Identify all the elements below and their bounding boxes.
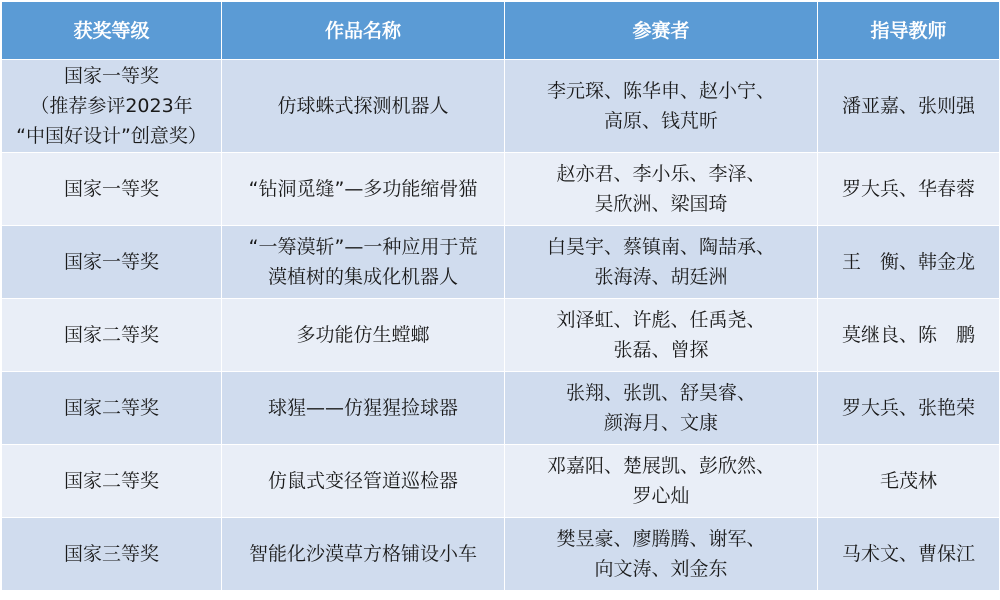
participants-line: 白昊宇、蔡镇南、陶喆承、 [546,236,775,258]
header-advisors: 指导教师 [818,2,1000,60]
header-participants: 参赛者 [505,2,818,60]
participants-cell [505,445,818,518]
header-award-level: 获奖等级 [2,2,222,60]
award-level: 国家一等奖 [63,65,159,87]
participants-cell [505,153,818,226]
award-level: 国家一等奖 [2,226,222,299]
award-level-note: “中国好设计”创意奖） [16,125,207,147]
work-name-line: 漠植树的集成化机器人 [267,266,458,288]
participants-line: 高原、钱芃昕 [603,110,718,132]
participants-line: 张翔、张凯、舒昊睿、 [565,382,756,404]
participants-cell [505,60,818,153]
participants-line: 张磊、曾探 [613,339,709,361]
work-name: 智能化沙漠草方格铺设小车 [222,518,505,591]
header-row [2,2,1000,60]
work-name: “钻洞觅缝”—多功能缩骨猫 [222,153,505,226]
table-row [2,299,1000,372]
advisors: 潘亚嘉、张则强 [818,60,1000,153]
participants-line: 吴欣洲、梁国琦 [594,193,728,215]
work-name-cell [222,226,505,299]
advisors: 毛茂林 [818,445,1000,518]
participants-line: 邓嘉阳、楚展凯、彭欣然、 [546,455,775,477]
participants-line: 刘泽虹、许彪、任禹尧、 [556,309,766,331]
table-row [2,518,1000,591]
participants-line: 樊昱豪、廖腾腾、谢军、 [556,528,766,550]
table-row [2,153,1000,226]
participants-cell [505,226,818,299]
table-row [2,226,1000,299]
award-level: 国家二等奖 [2,445,222,518]
work-name: 仿鼠式变径管道巡检器 [222,445,505,518]
participants-line: 罗心灿 [632,485,690,507]
awards-table [1,1,1000,591]
participants-cell [505,518,818,591]
participants-line: 颜海月、文康 [603,412,718,434]
work-name: 球猩——仿猩猩捡球器 [222,372,505,445]
advisors: 莫继良、陈 鹏 [818,299,1000,372]
participants-line: 赵亦君、李小乐、李泽、 [556,163,766,185]
table-row [2,60,1000,153]
award-level: 国家二等奖 [2,299,222,372]
advisors: 王 衡、韩金龙 [818,226,1000,299]
header-work-name: 作品名称 [222,2,505,60]
participants-line: 向文涛、刘金东 [594,558,728,580]
advisors: 马术文、曹保江 [818,518,1000,591]
award-level: 国家三等奖 [2,518,222,591]
advisors: 罗大兵、张艳荣 [818,372,1000,445]
work-name-line: “一筹漠斩”—一种应用于荒 [248,236,478,258]
participants-line: 张海涛、胡廷洲 [594,266,728,288]
award-level-cell [2,60,222,153]
award-level-note: （推荐参评2023年 [30,95,193,117]
work-name: 多功能仿生螳螂 [222,299,505,372]
table-row [2,372,1000,445]
participants-cell [505,372,818,445]
award-level: 国家二等奖 [2,372,222,445]
participants-cell [505,299,818,372]
participants-line: 李元琛、陈华申、赵小宁、 [546,80,775,102]
work-name: 仿球蛛式探测机器人 [222,60,505,153]
advisors: 罗大兵、华春蓉 [818,153,1000,226]
table-row [2,445,1000,518]
award-level: 国家一等奖 [2,153,222,226]
